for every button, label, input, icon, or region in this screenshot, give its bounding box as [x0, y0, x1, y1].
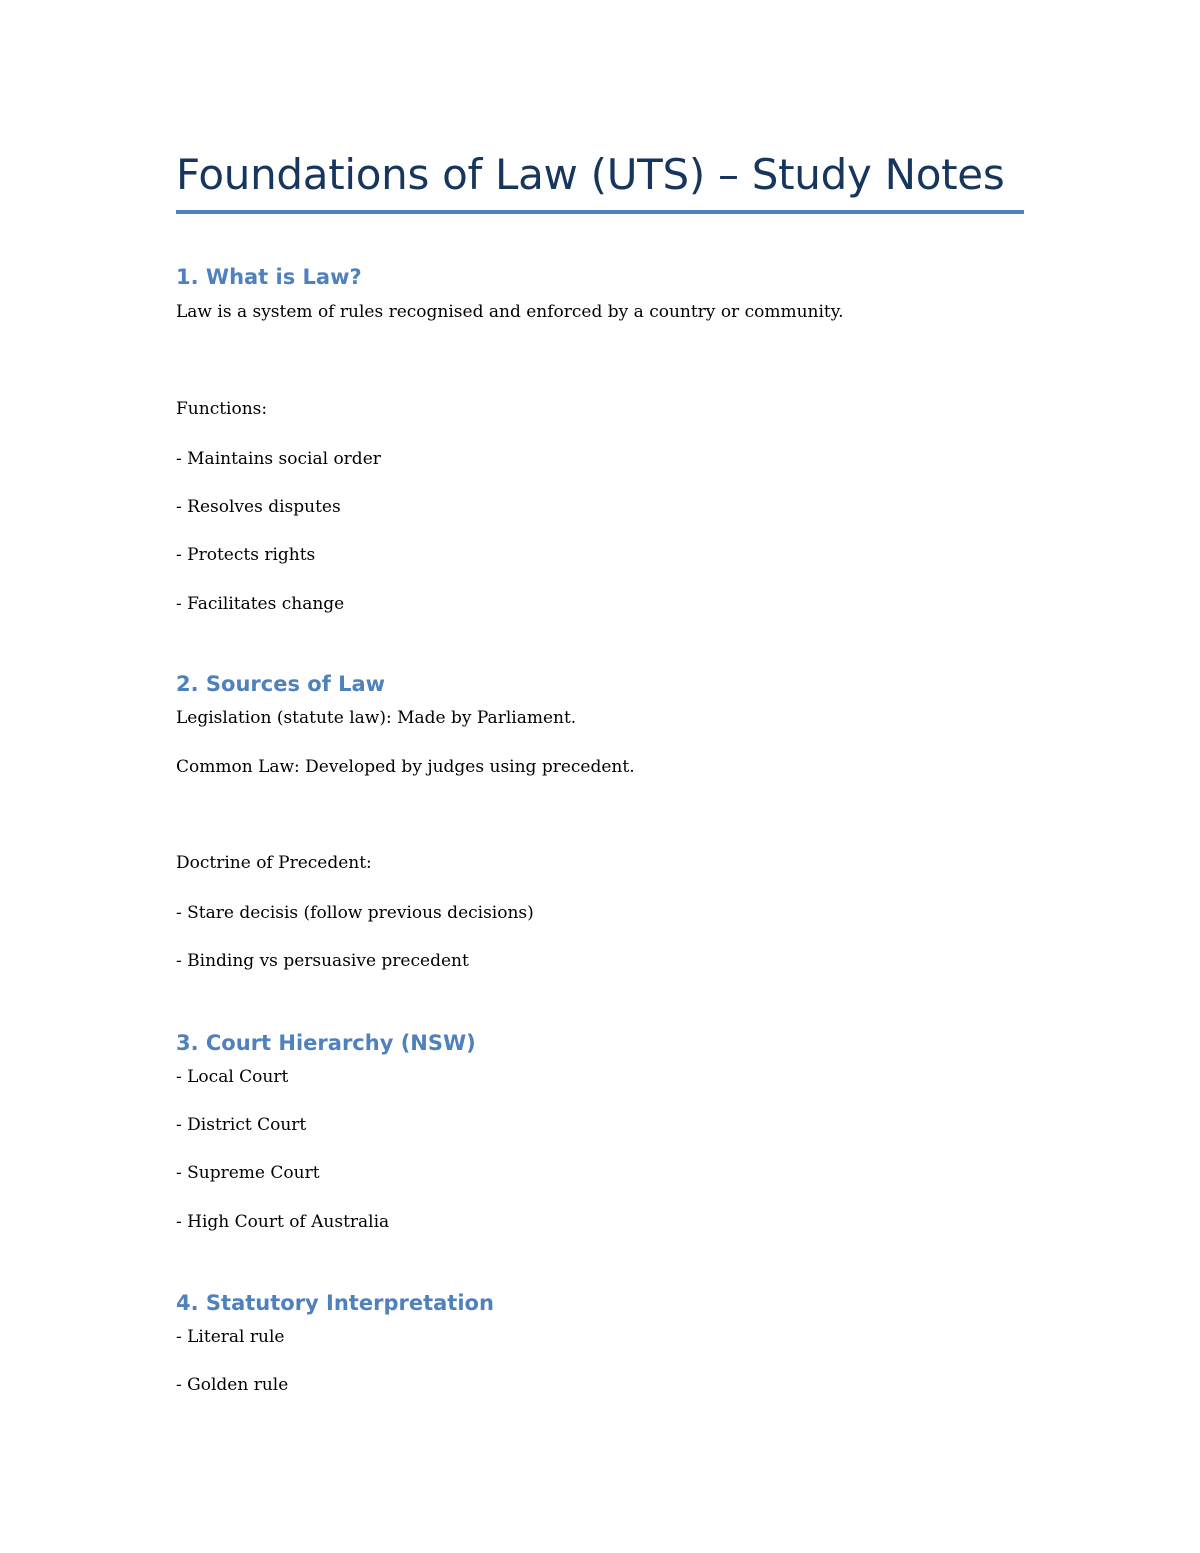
section-2-paragraph: Common Law: Developed by judges using precedent.: [176, 757, 635, 777]
section-heading-what-is-law: 1. What is Law?: [176, 265, 362, 289]
list-item: - District Court: [176, 1115, 307, 1135]
section-2-paragraph: Legislation (statute law): Made by Parliament.: [176, 708, 577, 728]
list-item: - Protects rights: [176, 545, 316, 565]
section-1-list-label: Functions:: [176, 399, 268, 419]
list-item: - Golden rule: [176, 1375, 289, 1395]
list-item: - Local Court: [176, 1067, 289, 1087]
section-heading-sources-of-law: 2. Sources of Law: [176, 672, 386, 696]
section-heading-court-hierarchy: 3. Court Hierarchy (NSW): [176, 1031, 476, 1055]
list-item: - High Court of Australia: [176, 1212, 390, 1232]
title-underline: [176, 210, 1024, 214]
list-item: - Maintains social order: [176, 449, 381, 469]
list-item: - Supreme Court: [176, 1163, 320, 1183]
section-heading-statutory-interpretation: 4. Statutory Interpretation: [176, 1291, 494, 1315]
list-item: - Stare decisis (follow previous decisions): [176, 903, 534, 923]
section-1-intro: Law is a system of rules recognised and enforced by a country or community.: [176, 302, 844, 322]
section-2-list-label: Doctrine of Precedent:: [176, 853, 372, 873]
list-item: - Facilitates change: [176, 594, 345, 614]
document-title: Foundations of Law (UTS) – Study Notes: [176, 150, 1005, 199]
list-item: - Binding vs persuasive precedent: [176, 951, 469, 971]
list-item: - Resolves disputes: [176, 497, 341, 517]
list-item: - Literal rule: [176, 1327, 285, 1347]
